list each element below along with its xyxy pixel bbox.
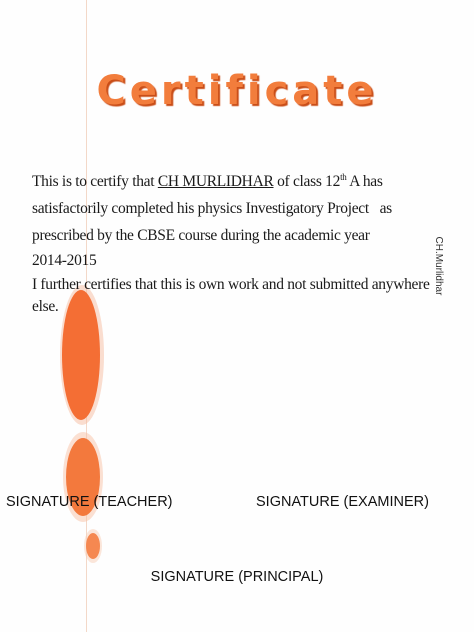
decorative-oval-small xyxy=(86,533,100,559)
signature-teacher: SIGNATURE (TEACHER) xyxy=(6,494,173,510)
signature-principal: SIGNATURE (PRINCIPAL) xyxy=(150,569,324,585)
student-name: CH MURLIDHAR xyxy=(157,173,274,190)
certificate-line-2: satisfactorily completed his physics Investigatory Project as xyxy=(32,200,392,217)
side-name-label: CH.Murlidhar xyxy=(433,236,444,296)
certificate-line-1 xyxy=(32,168,432,195)
certificate-body xyxy=(32,168,432,318)
certificate-title: Certificate xyxy=(96,68,378,114)
line1-suffix: A has xyxy=(346,173,383,190)
signature-examiner: SIGNATURE (EXAMINER) xyxy=(256,494,429,510)
academic-year: 2014-2015 xyxy=(32,252,97,269)
class-superscript: th xyxy=(340,171,347,182)
line1-prefix: This is to certify that xyxy=(32,173,158,190)
line1-mid: of class 12 xyxy=(273,173,341,190)
further-statement: I further certifies that this is own work and not submitted anywhere else. xyxy=(32,276,430,315)
certificate-line-3: prescribed by the CBSE course during the academic year xyxy=(32,227,370,244)
